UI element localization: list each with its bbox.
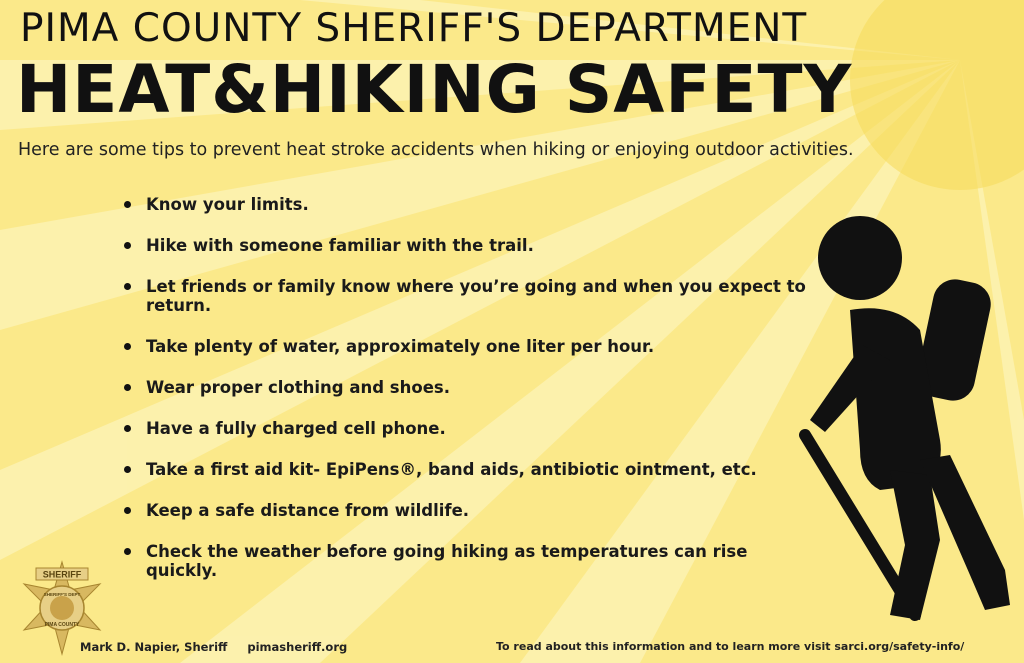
footer-credits	[80, 640, 363, 654]
list-item: Let friends or family know where you’re going and when you expect to return.	[124, 277, 824, 315]
badge-bottom-text: PIMA COUNTY	[44, 622, 80, 628]
list-item: Take plenty of water, approximately one liter per hour.	[124, 337, 824, 356]
list-item: Take a first aid kit- EpiPens®, band aids, antibiotic ointment, etc.	[124, 460, 824, 479]
list-item: Check the weather before going hiking as temperatures can rise quickly.	[124, 542, 824, 580]
more-info-text: To read about this information and to learn more visit sarci.org/safety-info/	[496, 640, 965, 653]
department-name: PIMA COUNTY SHERIFF'S DEPARTMENT	[20, 6, 808, 51]
website-link[interactable]: pimasheriff.org	[247, 640, 348, 654]
list-item: Have a fully charged cell phone.	[124, 419, 824, 438]
list-item: Know your limits.	[124, 195, 824, 214]
page-title: HEAT&HIKING SAFETY	[16, 51, 853, 128]
badge-top-text: SHERIFF	[42, 569, 82, 580]
list-item: Wear proper clothing and shoes.	[124, 378, 824, 397]
hiker-icon	[780, 210, 1020, 640]
list-item: Hike with someone familiar with the trail.	[124, 236, 824, 255]
intro-text: Here are some tips to prevent heat stroke accidents when hiking or enjoying outdoor activities.	[18, 140, 854, 160]
list-item: Keep a safe distance from wildlife.	[124, 501, 824, 520]
sheriff-name: Mark D. Napier, Sheriff	[80, 640, 228, 654]
badge-ring-text: SHERIFF'S DEPT	[43, 592, 81, 597]
tips-list	[124, 195, 824, 602]
